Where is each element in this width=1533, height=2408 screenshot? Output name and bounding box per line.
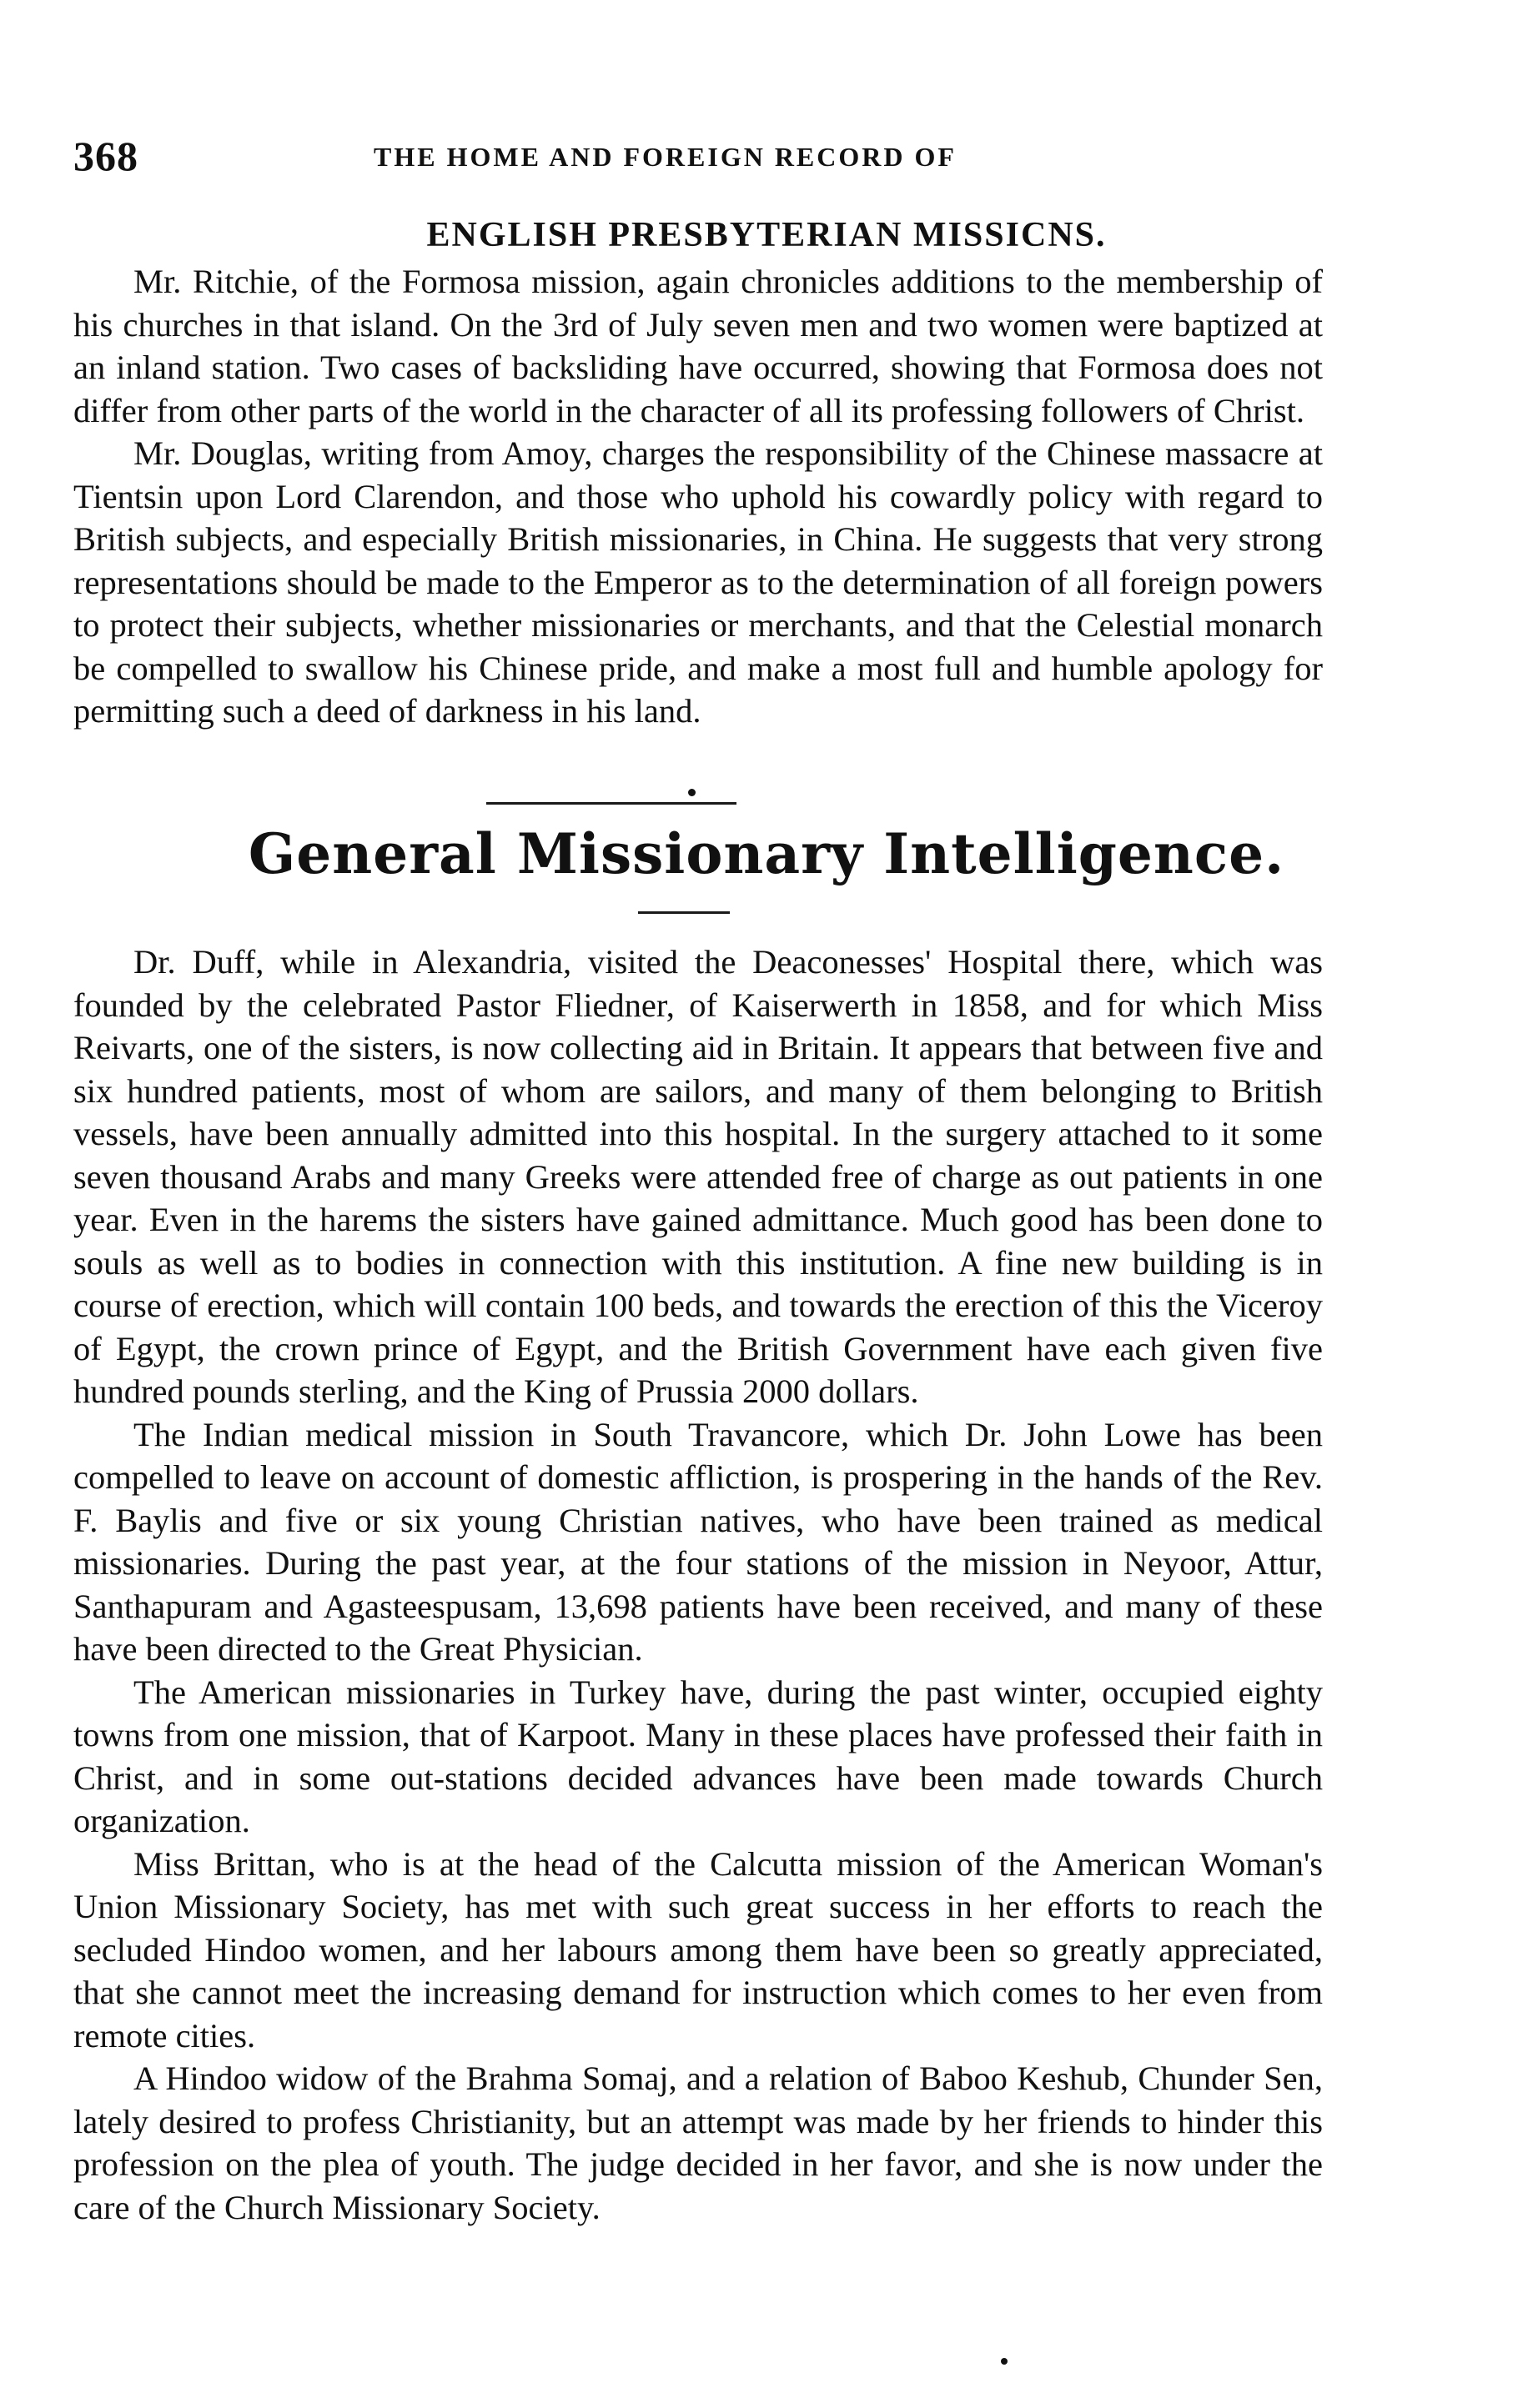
section-heading-english-presbyterian: ENGLISH PRESBYTERIAN MISSICNS. xyxy=(426,216,1107,254)
paragraph-hindoo-widow: A Hindoo widow of the Brahma Somaj, and a relation of Baboo Keshub, Chunder Sen, lately desired to profess Christianity, but an attempt was made by her friends to hinder this profession on the plea of youth. The judge decided in her favor, and she is now under the care of the Church Missionary Society. xyxy=(73,2059,1323,2226)
paragraph-ritchie: Mr. Ritchie, of the Formosa mission, again chronicles additions to the membership of his churches in that island. On the 3rd of July seven men and two women were baptized at an inland station. Two cases of backsliding have occurred, showing that Formosa does not differ from other parts of the world in the character of all its professing followers of Christ. xyxy=(73,263,1323,429)
paragraph-miss-brittan: Miss Brittan, who is at the head of the Calcutta mission of the American Woman's Union Missionary Society, has met with such great success in her efforts to reach the secluded Hindoo women, and her labours among them have been so greatly appreciated, that she cannot meet the increasing demand for instruction which comes to her even from remote cities. xyxy=(73,1844,1323,2054)
paragraph-duff-alexandria: Dr. Duff, while in Alexandria, visited the Deaconesses' Hospital there, which was founded by the celebrated Pastor Fliedner, of Kaiserwerth in 1858, and for which Miss Reivarts, one of the sisters, is now collecting aid in Britain. It appears that between five and six hundred patients, most of whom are sailors, and many of them belonging to British vessels, have been annually admitted into this hospital. In the surgery attached to it some seven thousand Arabs and many Greeks were attended free of charge as out patients in one year. Even in the harems the sisters have gained admittance. Much good has been done to souls as well as to bodies in connection with this institution. A fine new building is in course of erection, which will contain 100 beds, and towards the erection of this the Viceroy of Egypt, the crown prince of Egypt, and the British Government have each given five hundred pounds sterling, and the King of Prussia 2000 dollars. xyxy=(73,943,1323,1410)
section-general-intelligence-body xyxy=(73,941,1323,2229)
running-head xyxy=(73,132,1316,182)
section-divider-left xyxy=(486,802,736,805)
bottom-mark xyxy=(1001,2358,1008,2365)
section-heading-general-missionary-intelligence: General Missionary Intelligence. xyxy=(248,821,1285,886)
paragraph-turkey-missionaries: The American missionaries in Turkey have, during the past winter, occupied eighty towns from one mission, that of Karpoot. Many in these places have professed their faith in Christ, and in some out-stations decided advances have been made towards Church organization. xyxy=(73,1673,1323,1839)
running-title: THE HOME AND FOREIGN RECORD OF xyxy=(374,142,957,172)
divider-dot xyxy=(688,789,696,796)
page-number: 368 xyxy=(73,133,138,179)
section-divider-short xyxy=(638,911,730,914)
paragraph-travancore-mission: The Indian medical mission in South Travancore, which Dr. John Lowe has been compelled to leave on account of domestic affliction, is prospering in the hands of the Rev. F. Baylis and five or six young Christian natives, who have been trained as medical missionaries. During the past year, at the four stations of the mission in Neyoor, Attur, Santhapuram and Agasteespusam, 13,698 patients have been received, and many of these have been directed to the Great Physician. xyxy=(73,1415,1323,1668)
paragraph-douglas: Mr. Douglas, writing from Amoy, charges the responsibility of the Chinese massacre at Tientsin upon Lord Clarendon, and those who uphold his cowardly policy with regard to British subjects, and especially British missionaries, in China. He suggests that very strong representations should be made to the Emperor as to the determination of all foreign powers to protect their subjects, whether missionaries or merchants, and that the Celestial monarch be compelled to swallow his Chinese pride, and make a most full and humble apology for permitting such a deed of darkness in his land. xyxy=(73,434,1323,730)
section-english-presbyterian-body xyxy=(73,260,1323,733)
